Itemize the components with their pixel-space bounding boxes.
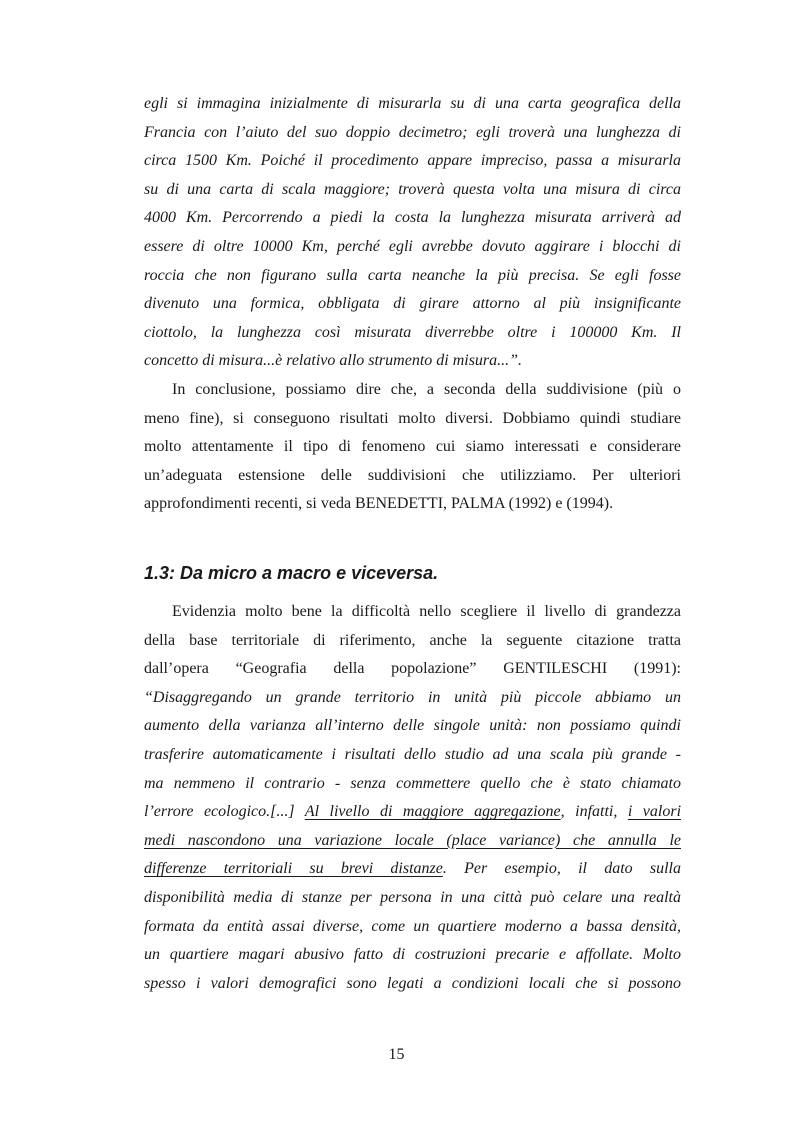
underlined-text: differenze territoriali su brevi distanze — [144, 860, 443, 878]
text-line: molto attentamente il tipo di fenomeno cui siamo interessati e considerare — [144, 438, 681, 456]
section-heading: 1.3: Da micro a macro e viceversa. — [144, 563, 439, 583]
underlined-text: Al livello di maggiore aggregazione — [304, 803, 561, 821]
text-line: su di una carta di scala maggiore; troverà questa volta una misura di circa — [144, 180, 681, 198]
text-line: Francia con l’aiuto del suo doppio decimetro; egli troverà una lunghezza di — [144, 123, 681, 141]
text-line: concetto di misura...è relativo allo strumento di misura...”. — [144, 352, 523, 370]
text-line: ma nemmeno il contrario - senza commettere quello che è stato chiamato — [144, 774, 681, 792]
text-line — [144, 855, 681, 884]
text-fragment: . Per esempio, il dato sulla — [442, 860, 681, 878]
text-line: disponibilità media di stanze per persona in una città può celare una realtà — [144, 888, 681, 906]
text-fragment: , infatti, — [560, 803, 628, 821]
text-line: un quartiere magari abusivo fatto di costruzioni precarie e affollate. Molto — [144, 946, 681, 964]
text-line: 4000 Km. Percorrendo a piedi la costa la lunghezza misurata arriverà ad — [144, 209, 681, 227]
text-fragment: l’errore ecologico.[...] — [144, 803, 305, 821]
paragraph-quote-continuation — [144, 90, 681, 519]
text-line: circa 1500 Km. Poiché il procedimento appare impreciso, passa a misurarla — [144, 152, 681, 170]
text-line: spesso i valori demografici sono legati a condizioni locali che si possono — [144, 974, 681, 992]
text-line: essere di oltre 10000 Km, perché egli avrebbe dovuto aggirare i blocchi di — [144, 237, 681, 255]
page-number: 15 — [388, 1046, 405, 1063]
text-line: egli si immagina inizialmente di misurarla su di una carta geografica della — [144, 95, 681, 112]
text-line: della base territoriale di riferimento, anche la seguente citazione tratta — [144, 631, 681, 649]
text-line — [144, 798, 681, 827]
underlined-text: medi nascondono una variazione locale (place variance) che annulla le — [144, 831, 681, 849]
text-line: approfondimenti recenti, si veda BENEDETTI, PALMA (1992) e (1994). — [144, 495, 614, 513]
text-line: un’adeguata estensione delle suddivisioni che utilizziamo. Per ulteriori — [144, 466, 681, 484]
text-line: formata da entità assai diverse, come un quartiere moderno a bassa densità, — [144, 917, 681, 935]
text-line: meno fine), si conseguono risultati molto diversi. Dobbiamo quindi studiare — [144, 409, 681, 427]
text-line: dall’opera “Geografia della popolazione” GENTILESCHI (1991): — [144, 660, 681, 678]
text-line: trasferire automaticamente i risultati dello studio ad una scala più grande - — [144, 745, 681, 763]
text-line — [144, 827, 681, 856]
text-line: “Disaggregando un grande territorio in unità più piccole abbiamo un — [144, 688, 681, 706]
text-line: aumento della varianza all’interno delle singole unità: non possiamo quindi — [144, 717, 681, 735]
text-line: roccia che non figurano sulla carta neanche la più precisa. Se egli fosse — [144, 266, 681, 284]
text-line: Evidenzia molto bene la difficoltà nello scegliere il livello di grandezza — [172, 603, 681, 620]
underlined-text: i valori — [627, 803, 682, 821]
text-line: divenuto una formica, obbligata di girare attorno al più insignificante — [144, 295, 681, 313]
paragraph-section-body — [144, 598, 681, 998]
text-line: In conclusione, possiamo dire che, a seconda della suddivisione (più o — [172, 380, 681, 398]
text-line: ciottolo, la lunghezza così misurata diverrebbe oltre i 100000 Km. Il — [144, 323, 681, 341]
